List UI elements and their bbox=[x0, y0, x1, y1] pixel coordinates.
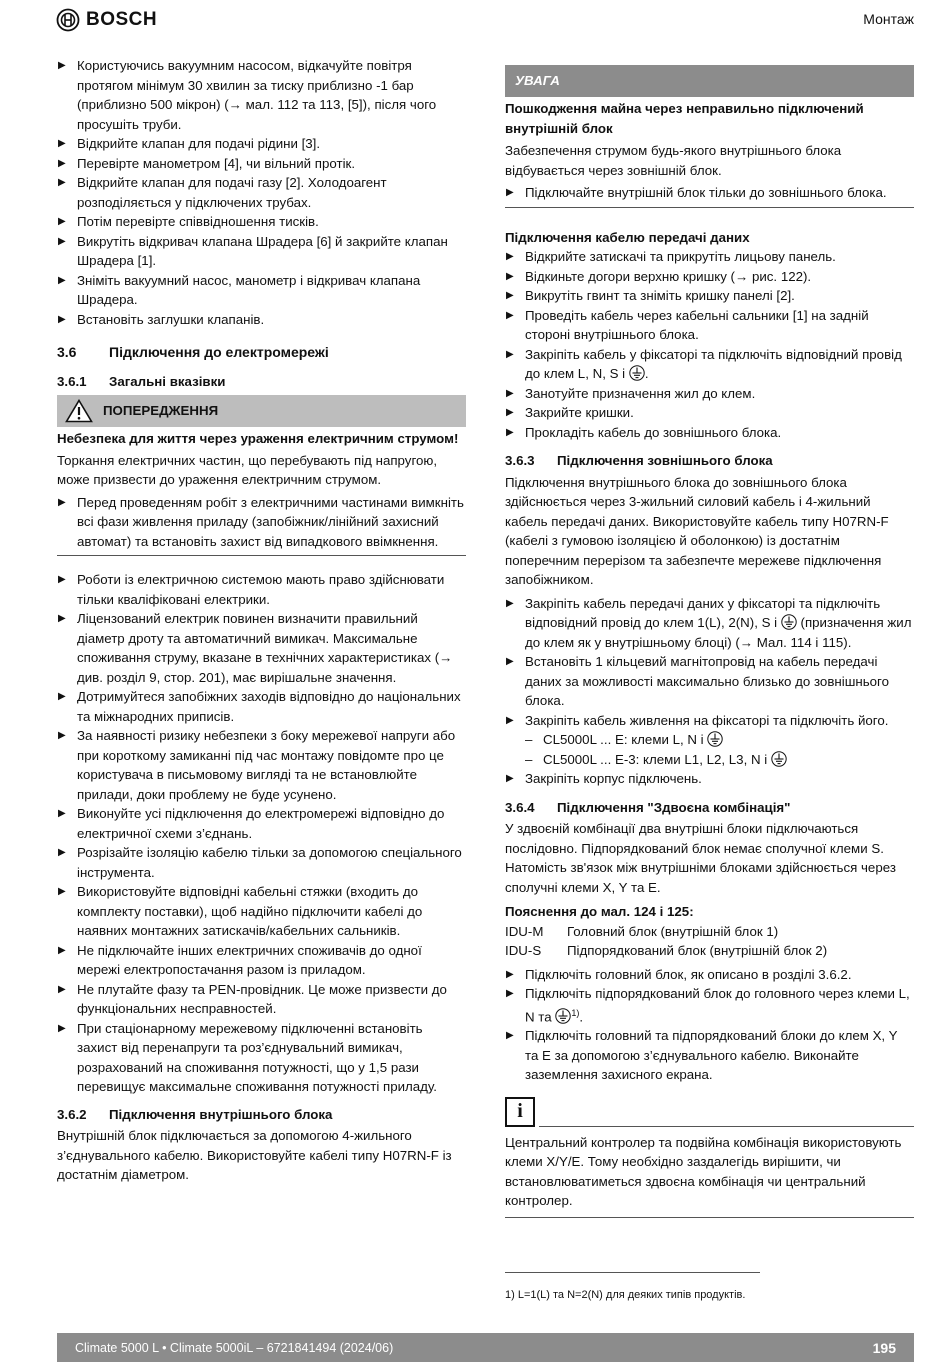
list-item: ▶ Закріпіть кабель живлення на фіксаторі та підключіть його. bbox=[505, 711, 914, 731]
data-cable-heading: Підключення кабелю передачі даних bbox=[505, 229, 750, 245]
attention-banner bbox=[505, 65, 914, 97]
section-3-6-4-text: У здвоєній комбінації два внутрішні блоки підключаються послідовно. Підпорядкований блок немає сполучної клеми S. Натомість зв'язок між внутрішніми блоками здійснюється через сполучні клеми X, Y та E. bbox=[505, 821, 896, 895]
legend-row bbox=[505, 922, 914, 942]
list-item: ▶ Виконуйте усі підключення до електромережі відповідно до електричної схеми з’єднань. bbox=[57, 804, 466, 843]
footnote-divider bbox=[505, 1272, 760, 1273]
legend-value: Підпорядкований блок (внутрішній блок 2) bbox=[567, 943, 828, 958]
list-item: ▶ Підключіть головний блок, як описано в розділі 3.6.2. bbox=[505, 965, 914, 985]
earth-ground-icon bbox=[555, 1008, 571, 1024]
list-item: ▶ Потім перевірте співвідношення тисків. bbox=[57, 212, 466, 232]
dash-item: – CL5000L ... E: клеми L, N і bbox=[505, 730, 914, 750]
list-item: ▶ Викрутіть гвинт та зніміть кришку панелі [2]. bbox=[505, 286, 914, 306]
list-item: ▶ При стаціонарному мережевому підключенні встановіть захист від перенапруги та роз’єднувальний вимикач, розрахований на споживання потужності, що у 1,5 рази перевищує максимальне споживання потужності приладу. bbox=[57, 1019, 466, 1097]
page-number: 195 bbox=[872, 1339, 896, 1356]
section-3-6-3-text: Підключення внутрішнього блока до зовнішнього блока здійснюється через 3-жильний силовий кабель і 4-жильний кабель передачі даних. Використовуйте кабель типу H07RN-F (кабелі з гумовою ізоляцією й оболонкою) із достатнім поперечним перерізом та забезпечте мережеве підключення запобіжником. bbox=[505, 474, 889, 587]
list-item: ▶ Підключіть головний та підпорядкований блоки до клем X, Y та E за допомогою з’єднувального кабелю. Виконайте заземлення захисного екрана. bbox=[505, 1026, 914, 1085]
right-column bbox=[505, 56, 914, 1218]
section-3-6-4-heading: 3.6.4 Підключення "Здвоєна комбінація" bbox=[505, 799, 791, 815]
attention-item: ▶ Підключайте внутрішній блок тільки до зовнішнього блока. bbox=[505, 183, 914, 208]
list-item: ▶ Відкрийте клапан для подачі газу [2]. Холодоагент розподіляється у підключених трубах. bbox=[57, 173, 466, 212]
section-3-6-3-heading: 3.6.3 Підключення зовнішнього блока bbox=[505, 453, 773, 468]
attention-label: УВАГА bbox=[515, 73, 560, 89]
list-item: ▶ За наявності ризику небезпеки з боку мережевої напруги або при короткому замиканні під час монтажу повідомте про це користувача в письмовому вигляді та не встановлюйте прилади, доки проблему не буде усунено. bbox=[57, 726, 466, 804]
legend-key: IDU-M bbox=[505, 923, 544, 939]
data-cable-list bbox=[505, 247, 914, 345]
list-item: ▶ Відкрийте клапан для подачі рідини [3]. bbox=[57, 134, 466, 154]
legend bbox=[505, 922, 914, 961]
data-cable-list-2 bbox=[505, 384, 914, 443]
list-item: ▶ Закрийте кришки. bbox=[505, 403, 914, 423]
legend-value: Головний блок (внутрішній блок 1) bbox=[567, 923, 779, 939]
section-3-6-2-heading: 3.6.2 Підключення внутрішнього блока bbox=[57, 1106, 333, 1122]
list-item: ▶ Користуючись вакуумним насосом, відкачуйте повітря протягом мінімум 30 хвилин за тиску приблизно -1 бар (приблизно 500 мікрон) (→ мал. 112 та 113, [5]), після чого просушіть труби. bbox=[57, 56, 466, 134]
list-item: ▶ Ліцензований електрик повинен визначити правильний діаметр дроту та автоматичний вимикач. Максимальне споживання струму, вказане в технічних характеристиках (→ див. розділ 9, стор. 201), має вирішальне значення. bbox=[57, 609, 466, 687]
attention-heading: Пошкодження майна через неправильно підключений внутрішній блок bbox=[505, 101, 864, 136]
left-column bbox=[57, 56, 466, 1185]
list-item: ▶ Зніміть вакуумний насос, манометр і відкривач клапана Шрадера. bbox=[57, 271, 466, 310]
page-footer bbox=[57, 1333, 914, 1362]
earth-ground-icon bbox=[771, 751, 787, 767]
section-title: Монтаж bbox=[863, 11, 914, 27]
section-3-6-1-heading: 3.6.1 Загальні вказівки bbox=[57, 373, 226, 389]
list-item: ▶ Розрізайте ізоляцію кабелю тільки за допомогою спеціального інструмента. bbox=[57, 843, 466, 882]
list-item: ▶ Відкрийте затискачі та прикрутіть лицьову панель. bbox=[505, 247, 914, 267]
warning-text: Торкання електричних частин, що перебувають під напругою, може призвести до ураження електричним струмом. bbox=[57, 452, 438, 487]
earth-ground-icon bbox=[629, 365, 645, 381]
list-item: ▶ Встановіть заглушки клапанів. bbox=[57, 310, 466, 330]
info-box bbox=[505, 1097, 914, 1127]
warning-item: ▶ Перед проведенням робіт з електричними частинами вимкніть всі фази живлення приладу (запобіжник/лінійний захисний автомат) та встановіть захист від випадкового ввімкнення. bbox=[57, 493, 466, 557]
footnote: 1) L=1(L) та N=2(N) для деяких типів продуктів. bbox=[505, 1289, 746, 1301]
footnote-ref: 1) bbox=[571, 1007, 580, 1018]
list-item: ▶ Прокладіть кабель до зовнішнього блока. bbox=[505, 423, 914, 443]
list-item: ▶ Встановіть 1 кільцевий магнітопровід на кабель передачі даних за можливості максимально близько до зовнішнього блока. bbox=[505, 652, 914, 711]
legend-row bbox=[505, 941, 914, 961]
list-item: ▶ Відкиньте догори верхню кришку (→ рис. 122). bbox=[505, 267, 914, 287]
footer-text: Climate 5000 L • Climate 5000iL – 6721841494 (2024/06) bbox=[75, 1340, 394, 1355]
list-item: ▶ Викрутіть відкривач клапана Шрадера [6] й закрийте клапан Шрадера [1]. bbox=[57, 232, 466, 271]
warning-label: ПОПЕРЕДЖЕННЯ bbox=[103, 403, 219, 419]
section-3-6-2-text: Внутрішній блок підключається за допомогою 4-жильного з’єднувального кабелю. Використовуйте кабелі типу H07RN-F із достатнім діаметром. bbox=[57, 1128, 452, 1182]
warning-heading: Небезпека для життя через ураження електричним струмом! bbox=[57, 431, 459, 446]
legend-key: IDU-S bbox=[505, 943, 542, 958]
bosch-logo bbox=[56, 8, 157, 32]
legend-heading: Пояснення до мал. 124 і 125: bbox=[505, 904, 694, 919]
list-item: ▶ Закріпіть кабель у фіксаторі та підключіть відповідний провід до клем L, N, S і . bbox=[505, 345, 914, 384]
list-item: ▶ Підключіть підпорядкований блок до головного через клеми L, N та $^{1)}$. bbox=[505, 984, 914, 1026]
intro-list bbox=[57, 56, 466, 329]
list-item: ▶ Закріпіть корпус підключень. bbox=[505, 769, 914, 789]
earth-ground-icon bbox=[781, 614, 797, 630]
general-list bbox=[57, 570, 466, 1097]
list-item: ▶ Перевірте манометром [4], чи вільний протік. bbox=[57, 154, 466, 174]
dash-item: – CL5000L ... E-3: клеми L1, L2, L3, N і bbox=[505, 750, 914, 770]
info-icon: i bbox=[505, 1097, 535, 1127]
info-text: Центральний контролер та подвійна комбінація використовують клеми X/Y/E. Тому необхідно заздалегідь вирішити, чи встановлюватиметься здвоєна комбінація чи центральний контролер. bbox=[505, 1133, 914, 1218]
attention-text: Забезпечення струмом будь-якого внутрішнього блока відбувається через зовнішній блок. bbox=[505, 143, 842, 178]
section-3-6-heading: 3.6 Підключення до електромережі bbox=[57, 344, 329, 360]
earth-ground-icon bbox=[707, 731, 723, 747]
list-item: ▶ Використовуйте відповідні кабельні стяжки (входить до комплекту поставки), щоб надійно підключити кабелі до наявних монтажних затискачів/кабельних сальників. bbox=[57, 882, 466, 941]
bosch-logo-icon bbox=[56, 8, 80, 32]
list-item: ▶ Роботи із електричною системою мають право здійснювати тільки кваліфіковані електрики. bbox=[57, 570, 466, 609]
warning-triangle-icon bbox=[65, 399, 93, 423]
list-item: ▶ Занотуйте призначення жил до клем. bbox=[505, 384, 914, 404]
warning-banner bbox=[57, 395, 466, 427]
list-item: ▶ Закріпіть кабель передачі даних у фіксаторі та підключіть відповідний провід до клем 1(L), 2(N), S і (призначення жил до клем як у внутрішньому блоці) (→ Мал. 114 і 115). bbox=[505, 594, 914, 653]
list-item: ▶ Дотримуйтеся запобіжних заходів відповідно до національних та міжнародних приписів. bbox=[57, 687, 466, 726]
list-item: ▶ Не підключайте інших електричних споживачів до одної мережі електропостачання разом із приладом. bbox=[57, 941, 466, 980]
list-item: ▶ Не плутайте фазу та PEN-провідник. Це може призвести до функціональних несправностей. bbox=[57, 980, 466, 1019]
brand-name: BOSCH bbox=[86, 9, 158, 30]
list-item: ▶ Проведіть кабель через кабельні сальники [1] на задній стороні внутрішнього блока. bbox=[505, 306, 914, 345]
